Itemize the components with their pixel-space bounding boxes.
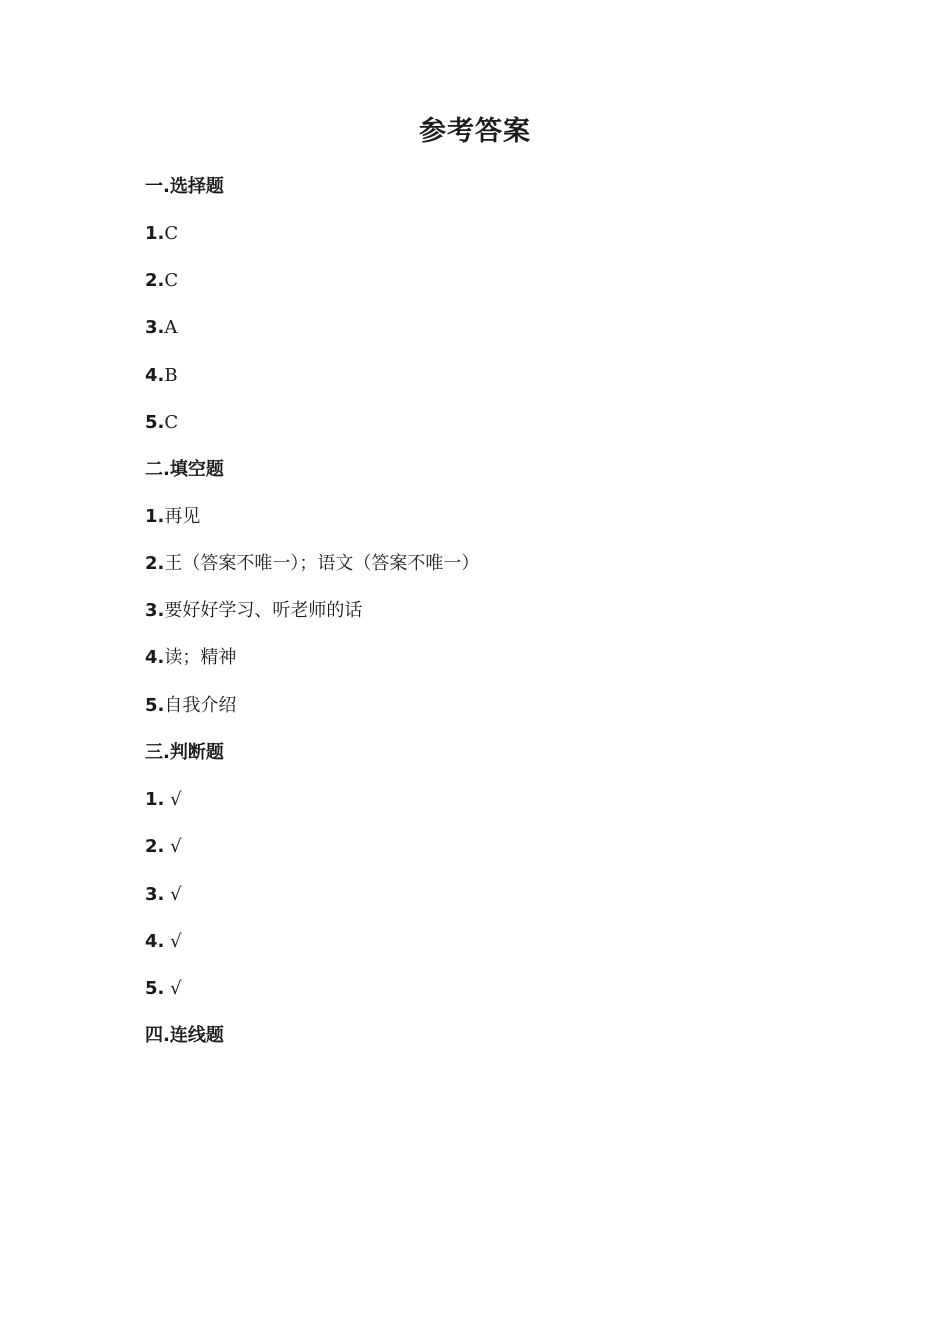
answer-line [145, 222, 178, 246]
question-number: 5. [145, 695, 165, 716]
answer-text: C [164, 270, 179, 291]
answer-line [145, 977, 182, 1001]
question-number: 2. [145, 836, 165, 857]
answer-text: A [164, 317, 178, 338]
answer-text: C [164, 223, 179, 244]
answer-line [145, 552, 479, 576]
answer-text: 要好好学习、听老师的话 [164, 600, 363, 621]
answer-text: 自我介绍 [164, 695, 237, 716]
answer-line [145, 364, 178, 388]
question-number: 1. [145, 789, 165, 810]
answer-text: 再见 [164, 506, 201, 527]
question-number: 5. [145, 412, 165, 433]
question-number: 1. [145, 506, 165, 527]
section-heading-matching: 四.连线题 [145, 1025, 224, 1046]
answer-line [145, 930, 182, 954]
answer-line [145, 788, 182, 812]
answer-text: √ [164, 884, 182, 905]
section-heading-fill-blank: 二.填空题 [145, 459, 224, 480]
section-heading-true-false: 三.判断题 [145, 742, 224, 763]
answer-line [145, 694, 236, 718]
question-number: 4. [145, 647, 165, 668]
question-number: 3. [145, 884, 165, 905]
question-number: 1. [145, 223, 165, 244]
answer-line [145, 835, 182, 859]
answer-line [145, 646, 236, 670]
answer-text: √ [164, 836, 182, 857]
question-number: 3. [145, 600, 165, 621]
answer-text: 读；精神 [164, 647, 237, 668]
question-number: 4. [145, 931, 165, 952]
question-number: 2. [145, 553, 165, 574]
page-title: 参考答案 [419, 116, 531, 147]
answer-text: 王（答案不唯一）；语文（答案不唯一） [164, 553, 480, 574]
answer-line [145, 411, 178, 435]
answer-text: C [164, 412, 179, 433]
question-number: 2. [145, 270, 165, 291]
answer-line [145, 883, 182, 907]
answer-text: √ [164, 931, 182, 952]
answer-text: B [164, 365, 178, 386]
question-number: 3. [145, 317, 165, 338]
question-number: 4. [145, 365, 165, 386]
question-number: 5. [145, 978, 165, 999]
answer-line [145, 599, 362, 623]
answer-text: √ [164, 789, 182, 810]
section-heading-choice: 一.选择题 [145, 176, 224, 197]
answer-line [145, 505, 200, 529]
answer-line [145, 316, 177, 340]
answer-text: √ [164, 978, 182, 999]
answer-line [145, 269, 178, 293]
